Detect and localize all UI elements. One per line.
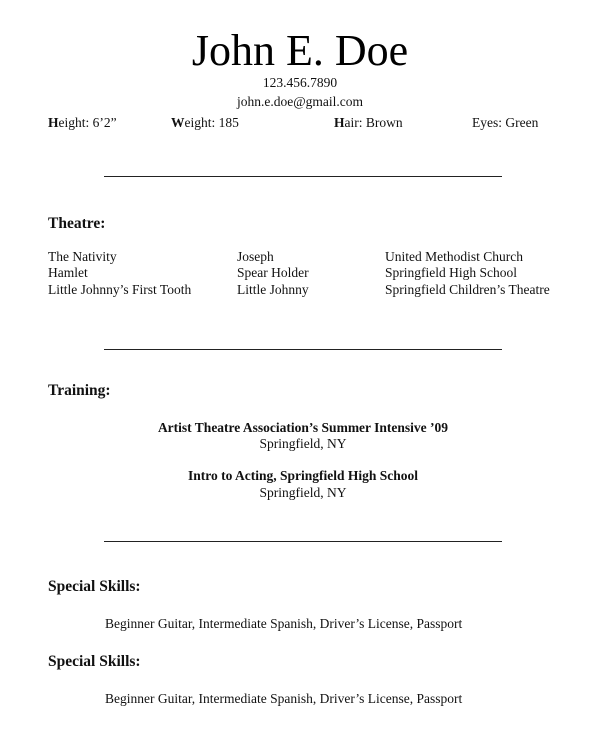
theatre-venue: Springfield High School bbox=[385, 265, 517, 280]
resume-name: John E. Doe bbox=[191, 26, 409, 75]
divider bbox=[104, 176, 502, 177]
email-address: john.e.doe@gmail.com bbox=[236, 94, 364, 109]
theatre-role: Joseph bbox=[237, 249, 274, 264]
theatre-production: Little Johnny’s First Tooth bbox=[48, 282, 192, 297]
special-skills-text: Beginner Guitar, Intermediate Spanish, Driver’s License, Passport bbox=[105, 691, 463, 706]
training-heading: Training: bbox=[48, 382, 111, 399]
training-program: Intro to Acting, Springfield High School bbox=[187, 468, 419, 483]
phone-number: 123.456.7890 bbox=[262, 75, 338, 90]
theatre-heading: Theatre: bbox=[48, 215, 106, 232]
theatre-role: Little Johnny bbox=[237, 282, 309, 297]
theatre-role: Spear Holder bbox=[237, 265, 309, 280]
stat-weight: Weight: 185 bbox=[171, 115, 239, 130]
divider bbox=[104, 541, 502, 542]
special-skills-heading: Special Skills: bbox=[48, 653, 141, 670]
theatre-venue: Springfield Children’s Theatre bbox=[385, 282, 550, 297]
stat-hair: Hair: Brown bbox=[334, 115, 403, 130]
stat-eyes: Eyes: Green bbox=[472, 115, 539, 130]
training-location: Springfield, NY bbox=[259, 485, 347, 500]
theatre-venue: United Methodist Church bbox=[385, 249, 523, 264]
divider bbox=[104, 349, 502, 350]
theatre-production: The Nativity bbox=[48, 249, 117, 264]
special-skills-text: Beginner Guitar, Intermediate Spanish, Driver’s License, Passport bbox=[105, 616, 463, 631]
theatre-production: Hamlet bbox=[48, 265, 88, 280]
stat-height: Height: 6’2” bbox=[48, 115, 117, 130]
training-location: Springfield, NY bbox=[259, 436, 347, 451]
special-skills-heading: Special Skills: bbox=[48, 578, 141, 595]
training-program: Artist Theatre Association’s Summer Intensive ’09 bbox=[157, 420, 449, 435]
